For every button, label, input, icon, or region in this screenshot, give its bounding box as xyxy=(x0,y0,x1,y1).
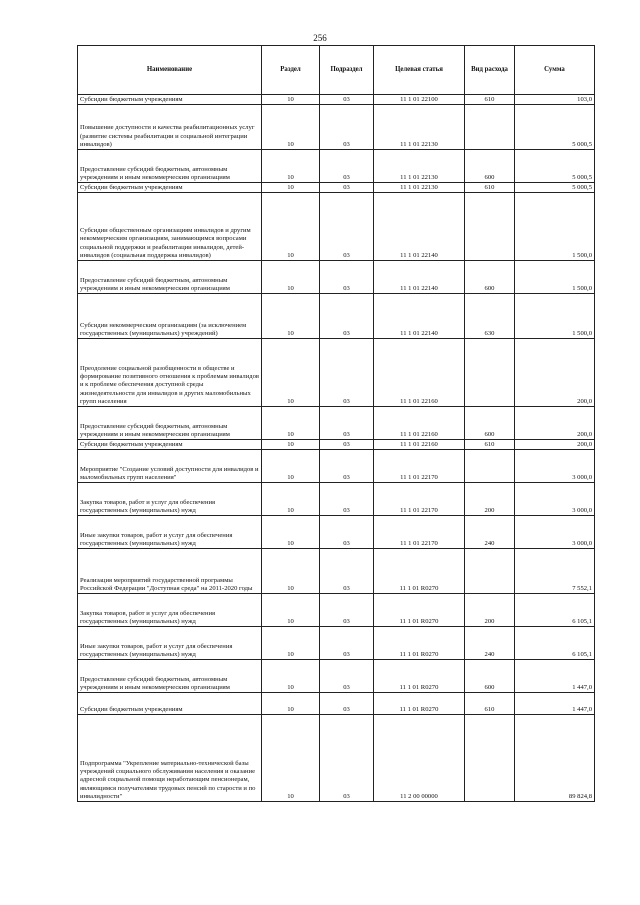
cell-section: 10 xyxy=(262,450,320,483)
cell-target: 11 1 01 22170 xyxy=(374,516,465,549)
page-number: 256 xyxy=(313,33,327,43)
cell-section: 10 xyxy=(262,594,320,627)
cell-expense-type: 600 xyxy=(465,261,515,294)
cell-amount: 7 552,1 xyxy=(515,549,595,594)
cell-expense-type xyxy=(465,549,515,594)
cell-name: Предоставление субсидий бюджетным, автономным учреждениям и иным некоммерческим организациям xyxy=(78,150,262,183)
cell-section: 10 xyxy=(262,193,320,261)
cell-subsection: 03 xyxy=(320,715,374,802)
header-expense-type: Вид расхода xyxy=(465,46,515,95)
cell-name: Субсидии общественным организациям инвалидов и другим некоммерческим организациям, занимающимся вопросами социальной поддержки и реабилитации инвалидов, детей-инвалидов (социальная поддержка инвалидов) xyxy=(78,193,262,261)
cell-section: 10 xyxy=(262,440,320,450)
cell-target: 11 1 01 R0270 xyxy=(374,627,465,660)
cell-target: 11 1 01 22170 xyxy=(374,483,465,516)
cell-target: 11 1 01 R0270 xyxy=(374,594,465,627)
cell-expense-type: 600 xyxy=(465,407,515,440)
cell-expense-type: 200 xyxy=(465,594,515,627)
cell-subsection: 03 xyxy=(320,594,374,627)
cell-subsection: 03 xyxy=(320,440,374,450)
cell-target: 11 1 01 22130 xyxy=(374,183,465,193)
table-row xyxy=(78,516,595,549)
budget-table xyxy=(77,45,595,802)
cell-target: 11 1 01 22160 xyxy=(374,440,465,450)
cell-subsection: 03 xyxy=(320,193,374,261)
cell-section: 10 xyxy=(262,294,320,339)
cell-subsection: 03 xyxy=(320,450,374,483)
header-subsection: Подраздел xyxy=(320,46,374,95)
cell-amount: 1 500,0 xyxy=(515,193,595,261)
cell-section: 10 xyxy=(262,715,320,802)
cell-amount: 103,0 xyxy=(515,95,595,105)
table-row xyxy=(78,407,595,440)
cell-target: 11 1 01 R0270 xyxy=(374,693,465,715)
cell-amount: 5 000,5 xyxy=(515,183,595,193)
cell-expense-type: 610 xyxy=(465,440,515,450)
cell-subsection: 03 xyxy=(320,516,374,549)
cell-name: Субсидии бюджетным учреждениям xyxy=(78,693,262,715)
cell-expense-type: 610 xyxy=(465,183,515,193)
cell-subsection: 03 xyxy=(320,693,374,715)
table-row xyxy=(78,715,595,802)
cell-target: 11 1 01 22140 xyxy=(374,294,465,339)
cell-subsection: 03 xyxy=(320,261,374,294)
header-section: Раздел xyxy=(262,46,320,95)
cell-amount: 6 105,1 xyxy=(515,594,595,627)
cell-expense-type xyxy=(465,450,515,483)
cell-section: 10 xyxy=(262,516,320,549)
cell-subsection: 03 xyxy=(320,627,374,660)
cell-subsection: 03 xyxy=(320,105,374,150)
header-name: Наименование xyxy=(78,46,262,95)
cell-name: Субсидии бюджетным учреждениям xyxy=(78,95,262,105)
cell-expense-type: 200 xyxy=(465,483,515,516)
cell-amount: 1 500,0 xyxy=(515,294,595,339)
cell-target: 11 1 01 22140 xyxy=(374,193,465,261)
cell-subsection: 03 xyxy=(320,150,374,183)
cell-name: Субсидии некоммерческим организациям (за исключением государственных (муниципальных) учреждений) xyxy=(78,294,262,339)
cell-target: 11 1 01 22140 xyxy=(374,261,465,294)
cell-subsection: 03 xyxy=(320,183,374,193)
table-row xyxy=(78,261,595,294)
cell-subsection: 03 xyxy=(320,339,374,407)
cell-target: 11 1 01 22160 xyxy=(374,339,465,407)
cell-expense-type xyxy=(465,105,515,150)
cell-section: 10 xyxy=(262,261,320,294)
cell-subsection: 03 xyxy=(320,660,374,693)
table-row xyxy=(78,150,595,183)
cell-section: 10 xyxy=(262,483,320,516)
cell-subsection: 03 xyxy=(320,95,374,105)
cell-subsection: 03 xyxy=(320,549,374,594)
cell-target: 11 1 01 22130 xyxy=(374,150,465,183)
cell-expense-type xyxy=(465,339,515,407)
cell-expense-type: 630 xyxy=(465,294,515,339)
cell-name: Субсидии бюджетным учреждениям xyxy=(78,183,262,193)
cell-amount: 3 000,0 xyxy=(515,450,595,483)
cell-name: Закупка товаров, работ и услуг для обеспечения государственных (муниципальных) нужд xyxy=(78,594,262,627)
cell-name: Реализация мероприятий государственной программы Российской Федерации "Доступная среда" на 2011-2020 годы xyxy=(78,549,262,594)
cell-name: Предоставление субсидий бюджетным, автономным учреждениям и иным некоммерческим организациям xyxy=(78,407,262,440)
cell-amount: 1 447,0 xyxy=(515,693,595,715)
table-header-row xyxy=(78,46,595,95)
cell-expense-type: 240 xyxy=(465,627,515,660)
cell-target: 11 1 01 22130 xyxy=(374,105,465,150)
cell-section: 10 xyxy=(262,105,320,150)
table-row xyxy=(78,549,595,594)
cell-name: Закупка товаров, работ и услуг для обеспечения государственных (муниципальных) нужд xyxy=(78,483,262,516)
cell-subsection: 03 xyxy=(320,294,374,339)
cell-expense-type: 600 xyxy=(465,150,515,183)
cell-amount: 200,0 xyxy=(515,440,595,450)
cell-subsection: 03 xyxy=(320,483,374,516)
cell-name: Иные закупки товаров, работ и услуг для обеспечения государственных (муниципальных) нужд xyxy=(78,516,262,549)
cell-subsection: 03 xyxy=(320,407,374,440)
table-row xyxy=(78,594,595,627)
cell-target: 11 1 01 22170 xyxy=(374,450,465,483)
cell-name: Предоставление субсидий бюджетным, автономным учреждениям и иным некоммерческим организациям xyxy=(78,261,262,294)
cell-section: 10 xyxy=(262,660,320,693)
cell-section: 10 xyxy=(262,693,320,715)
cell-amount: 200,0 xyxy=(515,407,595,440)
table-row xyxy=(78,440,595,450)
cell-amount: 1 447,0 xyxy=(515,660,595,693)
cell-amount: 3 000,0 xyxy=(515,483,595,516)
cell-amount: 89 824,8 xyxy=(515,715,595,802)
cell-expense-type: 610 xyxy=(465,95,515,105)
cell-amount: 5 000,5 xyxy=(515,105,595,150)
cell-expense-type xyxy=(465,193,515,261)
table-row xyxy=(78,660,595,693)
cell-target: 11 2 00 00000 xyxy=(374,715,465,802)
cell-name: Подпрограмма "Укрепление материально-технической базы учреждений социального обслуживания населения и оказание адресной социальной помощи неработающим пенсионерам, являющимся получателями трудовых пенсий по старости и по инвалидности" xyxy=(78,715,262,802)
cell-target: 11 1 01 R0270 xyxy=(374,660,465,693)
table-row xyxy=(78,105,595,150)
cell-amount: 6 105,1 xyxy=(515,627,595,660)
cell-expense-type: 600 xyxy=(465,660,515,693)
table-row xyxy=(78,193,595,261)
table-row xyxy=(78,450,595,483)
header-amount: Сумма xyxy=(515,46,595,95)
cell-section: 10 xyxy=(262,549,320,594)
table-row xyxy=(78,693,595,715)
table-row xyxy=(78,339,595,407)
cell-target: 11 1 01 22100 xyxy=(374,95,465,105)
cell-name: Преодоление социальной разобщенности в обществе и формирование позитивного отношения к проблемам инвалидов и к проблеме обеспечения доступной среды жизнедеятельности для инвалидов и других маломобильных групп населения xyxy=(78,339,262,407)
cell-expense-type: 240 xyxy=(465,516,515,549)
table-row xyxy=(78,294,595,339)
cell-amount: 3 000,0 xyxy=(515,516,595,549)
cell-section: 10 xyxy=(262,339,320,407)
cell-name: Субсидии бюджетным учреждениям xyxy=(78,440,262,450)
header-target: Целевая статья xyxy=(374,46,465,95)
cell-name: Повышение доступности и качества реабилитационных услуг (развитие системы реабилитации и социальной интеграции инвалидов) xyxy=(78,105,262,150)
cell-name: Иные закупки товаров, работ и услуг для обеспечения государственных (муниципальных) нужд xyxy=(78,627,262,660)
cell-target: 11 1 01 22160 xyxy=(374,407,465,440)
cell-target: 11 1 01 R0270 xyxy=(374,549,465,594)
cell-section: 10 xyxy=(262,150,320,183)
cell-section: 10 xyxy=(262,95,320,105)
cell-amount: 1 500,0 xyxy=(515,261,595,294)
cell-amount: 5 000,5 xyxy=(515,150,595,183)
cell-expense-type: 610 xyxy=(465,693,515,715)
table-row xyxy=(78,483,595,516)
cell-section: 10 xyxy=(262,183,320,193)
cell-expense-type xyxy=(465,715,515,802)
table-row xyxy=(78,183,595,193)
cell-section: 10 xyxy=(262,407,320,440)
cell-name: Мероприятие "Создание условий доступности для инвалидов и маломобильных групп населения" xyxy=(78,450,262,483)
cell-section: 10 xyxy=(262,627,320,660)
cell-amount: 200,0 xyxy=(515,339,595,407)
table-row xyxy=(78,627,595,660)
table-row xyxy=(78,95,595,105)
cell-name: Предоставление субсидий бюджетным, автономным учреждениям и иным некоммерческим организациям xyxy=(78,660,262,693)
